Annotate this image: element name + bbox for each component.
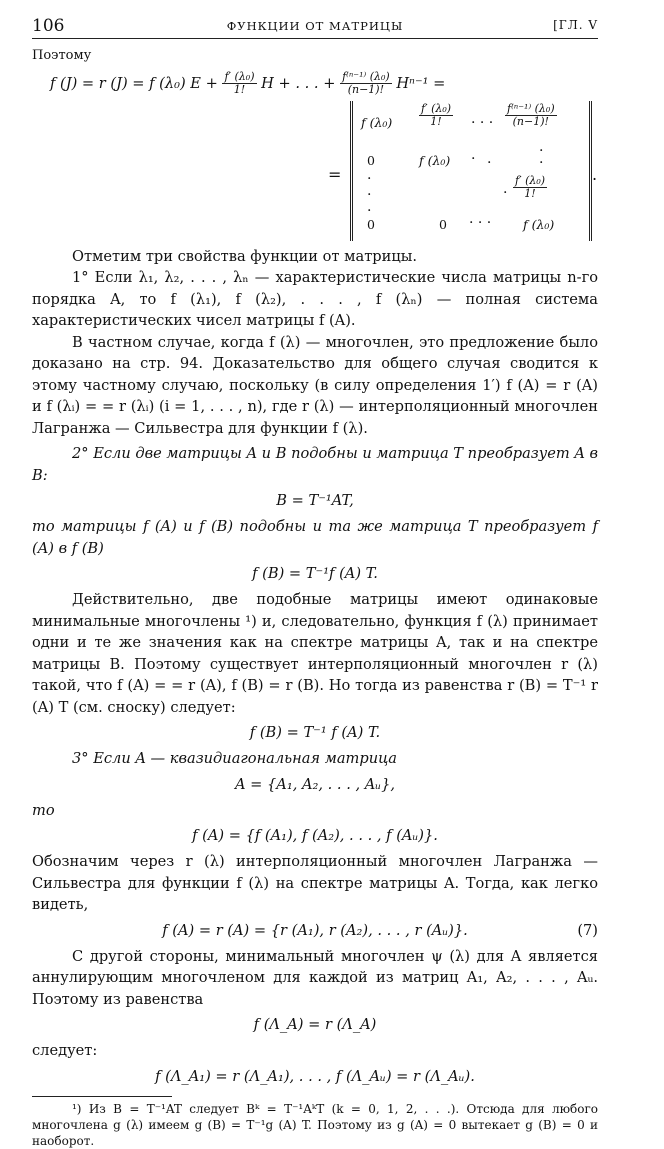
formula-7 (32, 920, 598, 942)
matrix-cell-r1c3 (505, 103, 557, 128)
footnote-rule (32, 1096, 172, 1097)
equation-number: (7) (577, 921, 598, 939)
fraction-denominator: 1! (430, 114, 442, 128)
formula-lambda-a: f (Λ_A) = r (Λ_A) (253, 1016, 377, 1033)
matrix-dot: . (539, 138, 544, 155)
matrix-dot: . (487, 150, 492, 167)
fraction-denominator: (n−1)! (347, 83, 385, 96)
paragraph-minimal-polynomial: С другой стороны, минимальный многочлен ψ (λ) для A является аннулирующим многочленом для каждой из матриц A₁, A₂, . . . , Aᵤ. Поэтому из равенства (32, 947, 598, 1008)
formula-7-body: f (A) = r (A) = {r (A₁), r (A₂), . . . , r (Aᵤ)}. (162, 921, 468, 939)
paragraph-property-2-cont: то матрицы f (A) и f (B) подобны и та же матрица T преобразует f (A) в f (B) (32, 518, 598, 557)
paragraph-property-1-proof: В частном случае, когда f (λ) — многочлен, это предложение было доказано на стр. 94. Доказательство для общего случая сводится к этому частному случаю, поскольку (в силу определения 1′) f (A) = r (A) и f (λᵢ) = = r (λᵢ) (i = 1, . . . , n), где r (λ) — интерполяционный многочлен Лагранжа — Сильвестра для функции f (λ). (32, 333, 598, 437)
matrix-block (32, 101, 598, 246)
formula-quasidiagonal: A = {A₁, A₂, . . . , Aᵤ}, (234, 775, 396, 793)
matrix-dots-row1: . . . (471, 110, 494, 127)
paragraph-follows: следует: (32, 1042, 98, 1059)
chapter-label: [ГЛ. V (553, 18, 598, 32)
paragraph-property-1: 1° Если λ₁, λ₂, . . . , λₙ — характеристические числа матрицы n-го порядка A, то f (λ₁), f (λ₂), . . . , f (λₙ) — полная система характеристических чисел матрицы f (A). (32, 269, 598, 329)
fraction-nth-derivative (340, 71, 392, 96)
fraction-numerator: f⁽ⁿ⁻¹⁾ (λ₀) (342, 70, 390, 83)
top-formula (50, 67, 598, 101)
formula-f-quasidiagonal: f (A) = {f (A₁), f (A₂), . . . , f (Aᵤ)}. (192, 827, 438, 844)
matrix-dot: . (367, 198, 372, 215)
formula-lambda-ai: f (Λ_A₁) = r (Λ_A₁), . . . , f (Λ_Aᵤ) = r (Λ_Aᵤ). (155, 1067, 475, 1085)
page-number: 106 (32, 16, 65, 36)
paragraph-property-2: 2° Если две матрицы A и B подобны и матрица T преобразует A в B: (32, 445, 598, 484)
page-header (32, 12, 598, 34)
jordan-matrix (350, 101, 592, 241)
matrix-period: . (592, 164, 598, 184)
top-formula-middle: H + . . . + (261, 74, 336, 92)
matrix-cell-r4c3: f (λ₀) (523, 216, 555, 232)
paragraph-property-3: 3° Если A — квазидиагональная матрица (72, 750, 397, 767)
formula-f-similarity-result: f (B) = T⁻¹ f (A) T. (249, 724, 381, 741)
fraction-denominator: 1! (233, 83, 246, 96)
matrix-cell-r2c1: 0 (367, 152, 375, 168)
matrix-dot: . (503, 180, 508, 197)
fraction-first-derivative (222, 71, 256, 96)
paragraph-property-3-proof: Обозначим через r (λ) интерполяционный многочлен Лагранжа — Сильвестра для функции f (λ) на спектре матрицы A. Тогда, как легко видеть, (32, 853, 598, 913)
top-formula-lhs: f (J) = r (J) = f (λ₀) E + (50, 74, 218, 92)
running-title: ФУНКЦИИ ОТ МАТРИЦЫ (226, 19, 404, 33)
matrix-cell-r4c2: 0 (439, 216, 447, 232)
paragraph-three-properties: Отметим три свойства функции от матрицы. (72, 247, 417, 265)
paragraph-then: то (32, 801, 55, 819)
top-formula-tail: Hⁿ⁻¹ = (396, 74, 446, 92)
matrix-dot: . (539, 150, 544, 167)
formula-similarity: B = T⁻¹AT, (276, 492, 354, 509)
matrix-cell-r1c1: f (λ₀) (361, 114, 393, 130)
formula-f-similarity: f (B) = T⁻¹f (A) T. (252, 565, 378, 582)
matrix-dots-row4: . . . (469, 210, 492, 227)
fraction-denominator: 1! (524, 186, 536, 200)
matrix-cell-r3c3 (513, 175, 547, 200)
header-rule (32, 38, 598, 39)
fraction-denominator: (n−1)! (512, 114, 549, 128)
matrix-dot: . (367, 166, 372, 183)
fraction-numerator: f⁽ⁿ⁻¹⁾ (λ₀) (507, 101, 555, 115)
matrix-equals: = (328, 164, 342, 184)
matrix-cell-r1c2 (419, 103, 453, 128)
intro-word: Поэтому (32, 48, 92, 63)
matrix-dot: . (367, 182, 372, 199)
fraction-numerator: f′ (λ₀) (421, 101, 452, 115)
matrix-cell-r2c2: f (λ₀) (419, 152, 451, 168)
fraction-numerator: f′ (λ₀) (224, 70, 255, 83)
book-page (32, 12, 598, 1149)
fraction-numerator: f′ (λ₀) (515, 173, 546, 187)
matrix-dot: . (471, 146, 476, 163)
matrix-cell-r4c1: 0 (367, 216, 375, 232)
paragraph-property-2-proof: Действительно, две подобные матрицы имеют одинаковые минимальные многочлены ¹) и, следовательно, функция f (λ) принимает одни и те же значения как на спектре матрицы A, так и на спектре матрицы B. Поэтому существует интерполяционный многочлен r (λ) такой, что f (A) = = r (A), f (B) = r (B). Но тогда из равенства r (B) = T⁻¹ r (A) T (см. сноску) следует: (32, 591, 598, 716)
footnote: ¹) Из B = T⁻¹AT следует Bᵏ = T⁻¹AᵏT (k = 0, 1, 2, . . .). Отсюда для любого многочлена g (λ) имеем g (B) = T⁻¹g (A) T. Поэтому из g (A) = 0 вытекает g (B) = 0 и наоборот. (32, 1101, 598, 1148)
